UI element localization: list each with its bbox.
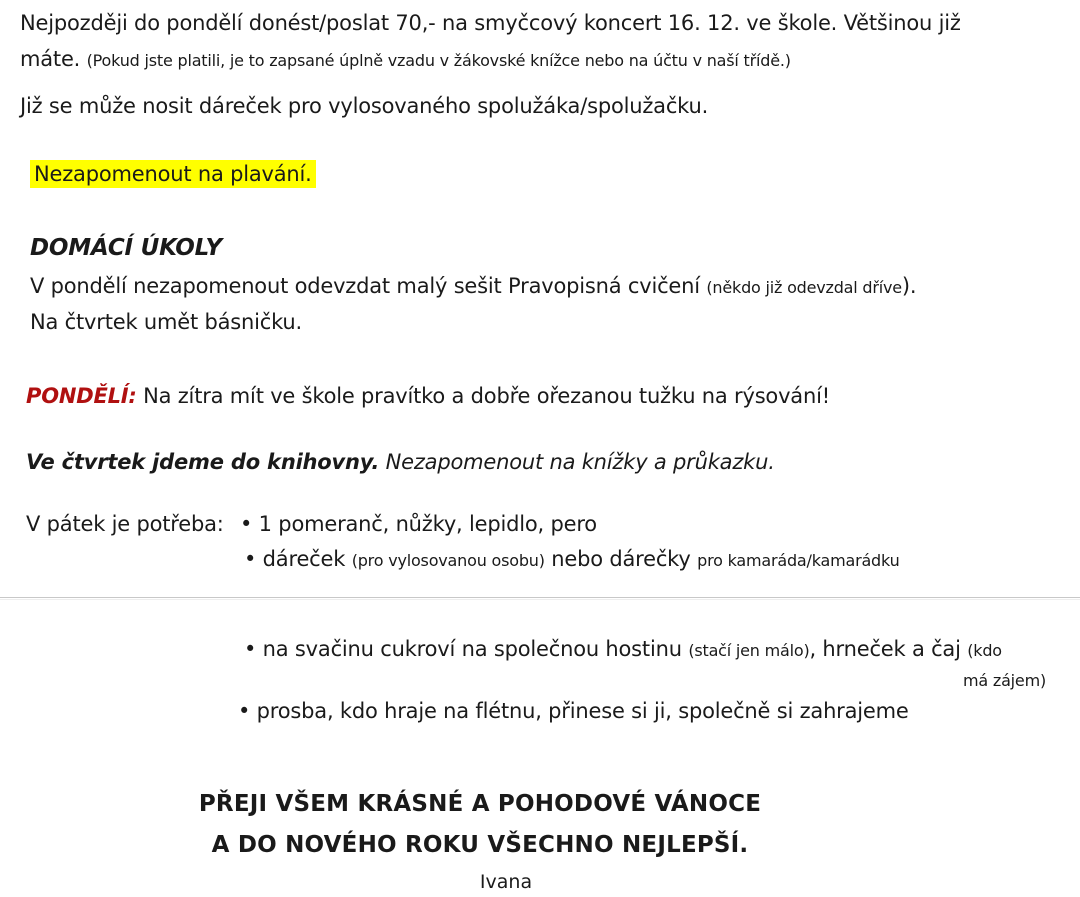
- greeting-line-2: A DO NOVÉHO ROKU VŠECHNO NEJLEPŠÍ.: [211, 832, 749, 858]
- homework-line-1: [30, 273, 916, 301]
- friday-item-2-d: pro kamaráda/kamarádku: [697, 551, 900, 570]
- homework-line-1-end: ).: [901, 274, 917, 298]
- swimming-highlight: Nezapomenout na plavání.: [30, 160, 316, 188]
- greeting-line-1: PŘEJI VŠEM KRÁSNÉ A POHODOVÉ VÁNOCE: [198, 791, 762, 817]
- bullet-icon: •: [244, 637, 257, 661]
- intro-line-2-main: máte.: [20, 47, 81, 71]
- homework-line-2: Na čtvrtek umět básničku.: [30, 310, 303, 334]
- friday-item-4: [238, 698, 909, 724]
- monday-line: [26, 383, 830, 409]
- intro-line-3: Již se může nosit dáreček pro vylosovaného spolužáka/spolužačku.: [20, 94, 709, 118]
- friday-item-2-c: nebo dárečky: [551, 547, 691, 571]
- bullet-icon: •: [240, 512, 253, 536]
- monday-label: PONDĚLÍ:: [26, 384, 137, 408]
- homework-line-1-main: V pondělí nezapomenout odevzdat malý sešit Pravopisná cvičení: [30, 274, 700, 298]
- intro-payment-note: (Pokud jste platili, je to zapsané úplně vzadu v žákovské knížce nebo na účtu v naší třídě.): [86, 51, 791, 70]
- page-divider: [0, 597, 1080, 598]
- signature: Ivana: [479, 871, 533, 893]
- intro-line-2: [20, 46, 791, 74]
- friday-item-4-text: prosba, kdo hraje na flétnu, přinese si ji, společně si zahrajeme: [256, 699, 909, 723]
- intro-line-1: Nejpozději do pondělí donést/poslat 70,- na smyčcový koncert 16. 12. ve škole. Většinou již: [20, 11, 961, 35]
- friday-item-3-c: , hrneček a čaj: [809, 637, 961, 661]
- bullet-icon: •: [244, 547, 257, 571]
- monday-text: Na zítra mít ve škole pravítko a dobře ořezanou tužku na rýsování!: [143, 384, 830, 408]
- friday-item-3-e: má zájem): [963, 671, 1046, 690]
- thursday-line: [26, 449, 775, 475]
- friday-item-2-b: (pro vylosovanou osobu): [351, 551, 545, 570]
- homework-line-1-note: (někdo již odevzdal dříve: [706, 278, 902, 297]
- friday-item-3-a: na svačinu cukroví na společnou hostinu: [262, 637, 682, 661]
- friday-item-1-text: 1 pomeranč, nůžky, lepidlo, pero: [258, 512, 597, 536]
- bullet-icon: •: [238, 699, 251, 723]
- thursday-rest: Nezapomenout na knížky a průkazku.: [385, 450, 775, 474]
- friday-item-3: [244, 636, 1002, 664]
- friday-item-3-d: (kdo: [967, 641, 1002, 660]
- friday-item-2-a: dáreček: [262, 547, 346, 571]
- friday-item-2: [244, 546, 900, 574]
- friday-item-1: [240, 511, 597, 537]
- friday-label: V pátek je potřeba:: [26, 512, 224, 536]
- thursday-bold: Ve čtvrtek jdeme do knihovny.: [26, 450, 380, 474]
- swimming-reminder: [30, 161, 316, 187]
- homework-heading: DOMÁCÍ ÚKOLY: [30, 235, 222, 261]
- friday-item-3-b: (stačí jen málo): [688, 641, 810, 660]
